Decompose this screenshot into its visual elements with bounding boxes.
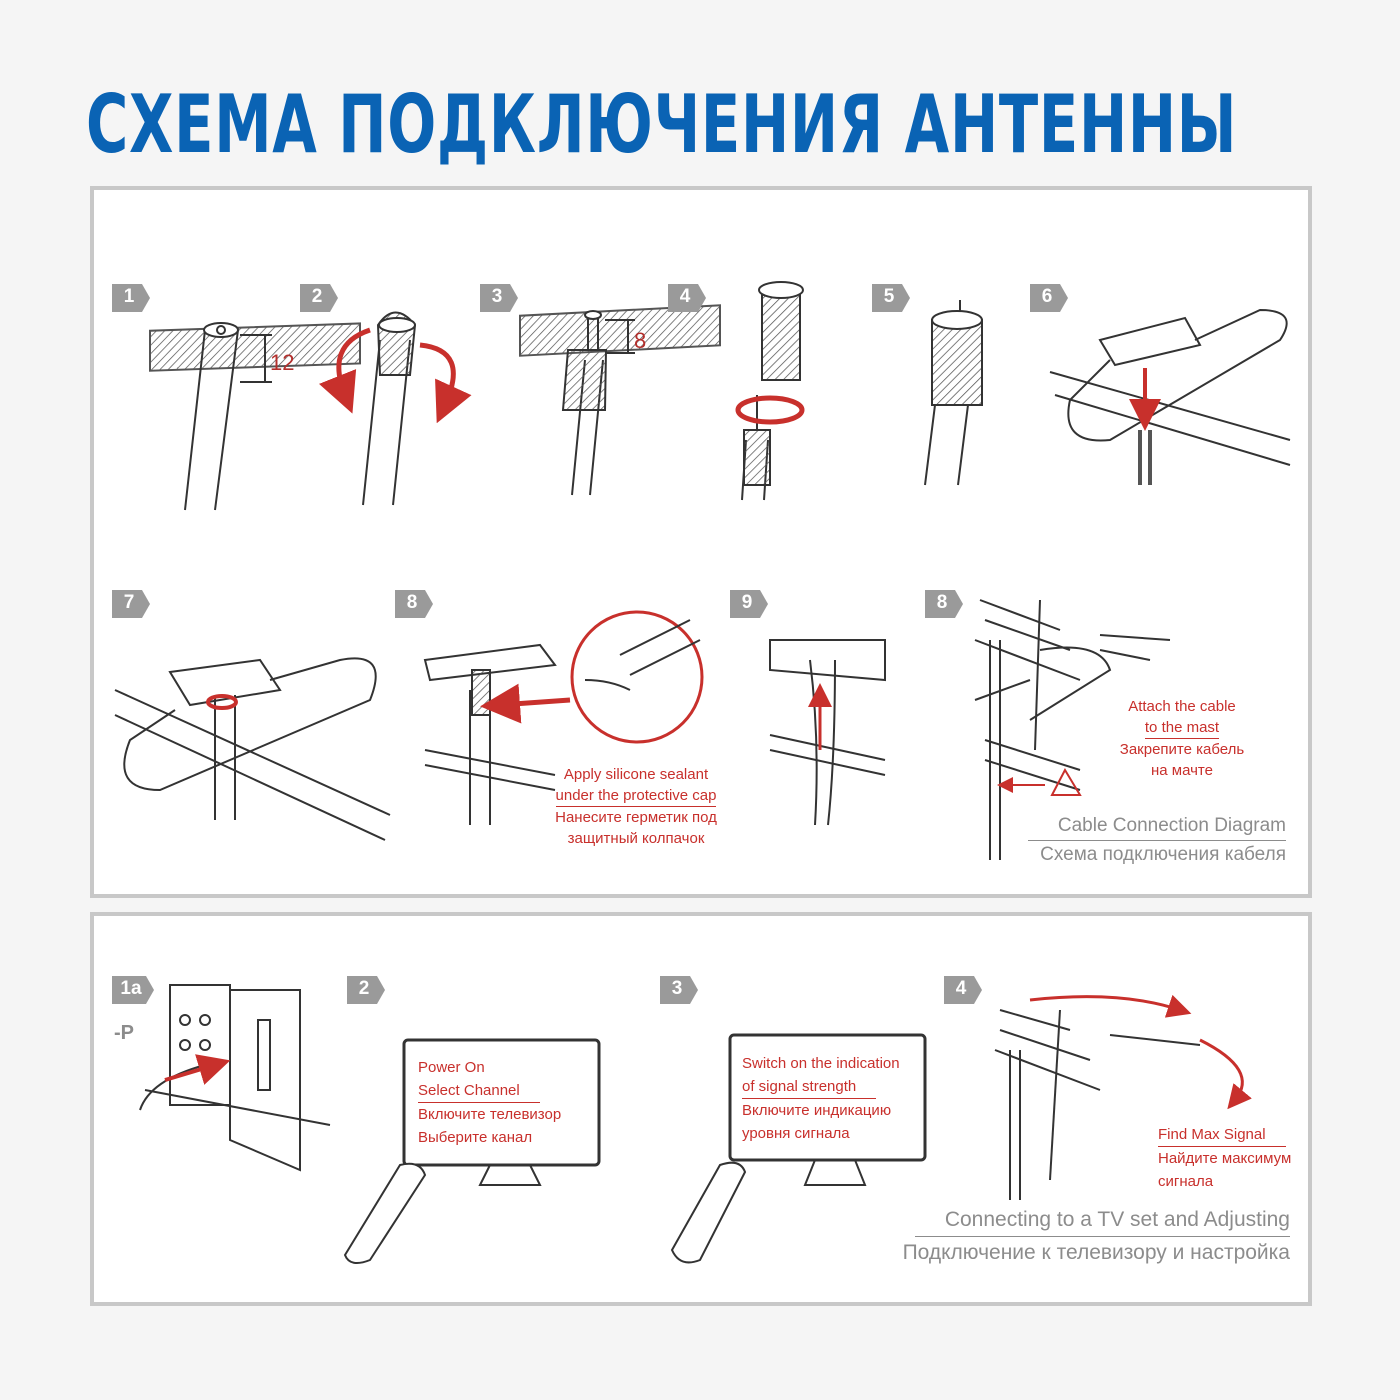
- step-badge-3: 3: [480, 284, 524, 312]
- tv1-screen-text: Power On Select Channel Включите телевизор Выберите канал: [418, 1059, 562, 1146]
- signal-note: Find Max Signal Найдите максимум сигнала: [1158, 1123, 1291, 1193]
- step-badge-b4: 4: [944, 976, 988, 1004]
- step4-connector-illustration: [738, 282, 803, 500]
- step-badge-b2: 2: [347, 976, 391, 1004]
- step-badge-9: 9: [730, 590, 774, 618]
- step-badge-8b: 8: [925, 590, 969, 618]
- tv-back-illustration: [140, 985, 330, 1170]
- step7-mount-illustration: [115, 658, 390, 840]
- cable-diagram-caption: Cable Connection Diagram Схема подключения кабеля: [1028, 812, 1286, 869]
- dimension-8: 8: [634, 328, 647, 353]
- step-badge-b3: 3: [660, 976, 704, 1004]
- step-badge-8: 8: [395, 590, 439, 618]
- dimension-12: 12: [270, 350, 295, 375]
- step-badge-1a: 1a: [112, 976, 156, 1004]
- step-badge-6: 6: [1030, 284, 1074, 312]
- page-title: СХЕМА ПОДКЛЮЧЕНИЯ АНТЕННЫ: [86, 78, 1238, 171]
- tv2-screen-text: Switch on the indication of signal strength Включите индикацию уровня сигнала: [742, 1055, 900, 1142]
- mast-note: Attach the cable to the mast Закрепите кабель на мачте: [1119, 698, 1245, 779]
- port-label: -P: [114, 1022, 134, 1044]
- step5-connector-illustration: [925, 300, 982, 485]
- step-badge-5: 5: [872, 284, 916, 312]
- step-badge-1: 1: [112, 284, 156, 312]
- tv-connection-caption: Connecting to a TV set and Adjusting Подключение к телевизору и настройка: [903, 1204, 1290, 1269]
- step1-cable-illustration: [150, 323, 360, 510]
- step-badge-4: 4: [668, 284, 712, 312]
- step9-cable-illustration: [770, 640, 885, 825]
- step3-cable-illustration: [520, 305, 720, 495]
- step6-mount-illustration: [1050, 310, 1290, 485]
- step-badge-7: 7: [112, 590, 156, 618]
- sealant-note: Apply silicone sealant under the protective cap Нанесите герметик под защитный колпачок: [555, 766, 717, 847]
- step-badge-2: 2: [300, 284, 344, 312]
